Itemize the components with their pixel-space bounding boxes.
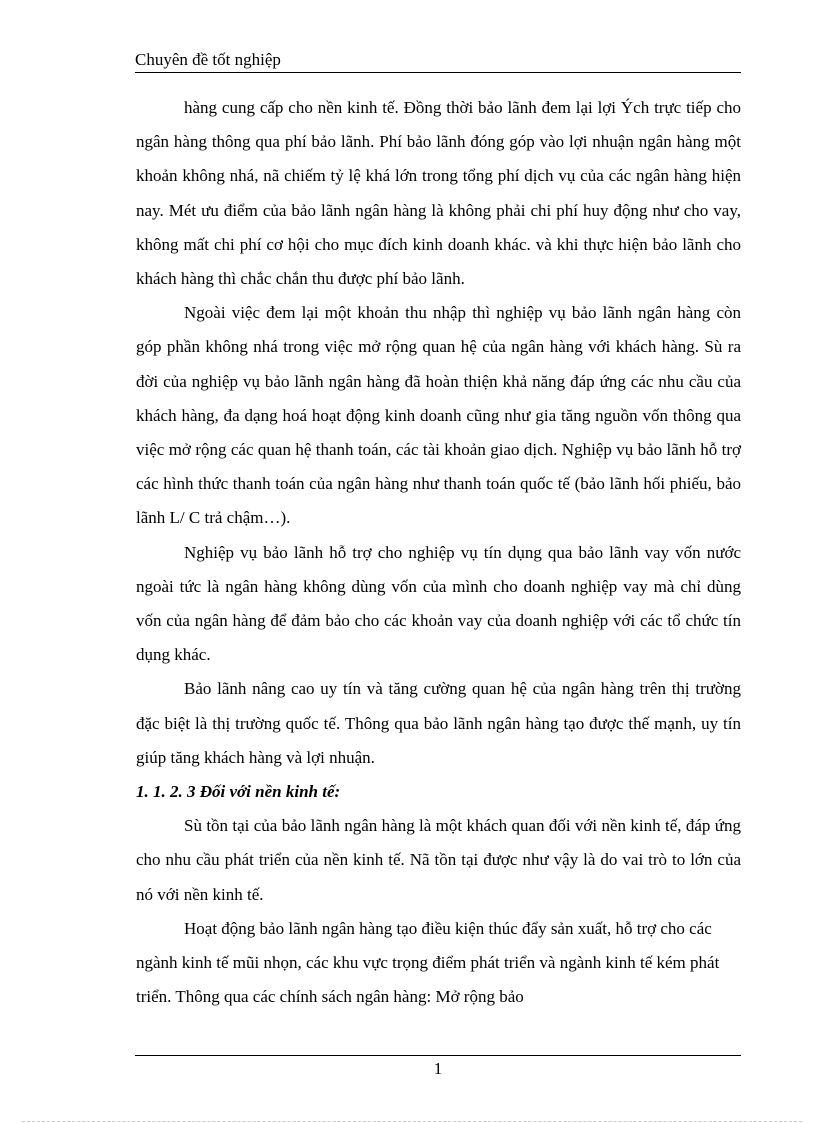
section-paragraph: Hoạt động bảo lãnh ngân hàng tạo điều kiện thúc đẩy sản xuất, hỗ trợ cho các ngành kinh tế mũi nhọn, các khu vực trọng điểm phát triển và ngành kinh tế kém phát triển. Thông qua các chính sách ngân hàng: Mở rộng bảo xyxy=(136,918,720,1007)
page-number: 1 xyxy=(433,1059,443,1078)
body-paragraph: hàng cung cấp cho nền kinh tế. Đồng thời bảo lãnh đem lại lợi Ých trực tiếp cho ngân hàng thông qua phí bảo lãnh. Phí bảo lãnh đóng góp vào lợi nhuận ngân hàng một khoản không nhá, nã chiếm tỷ lệ khá lớn trong tổng phí dịch vụ của các ngân hàng hiện nay. Mét ưu điểm của bảo lãnh ngân hàng là không phải chi phí huy động như cho vay, không mất chi phí cơ hội cho mục đích kinh doanh khác. và khi thực hiện bảo lãnh cho khách hàng thì chắc chắn thu được phí bảo lãnh. xyxy=(136,98,741,289)
document-header-title: Chuyên đề tốt nghiệp xyxy=(135,50,281,69)
body-paragraph: Nghiệp vụ bảo lãnh hỗ trợ cho nghiệp vụ tín dụng qua bảo lãnh vay vốn nước ngoài tức là ngân hàng không dùng vốn của mình cho doanh nghiệp vay mà chỉ dùng vốn của ngân hàng để đảm bảo cho các khoản vay của doanh nghiệp với các tổ chức tín dụng khác. xyxy=(136,542,741,665)
body-paragraph: Bảo lãnh nâng cao uy tín và tăng cường quan hệ của ngân hàng trên thị trường đặc biệt là thị trường quốc tế. Thông qua bảo lãnh ngân hàng tạo được thế mạnh, uy tín giúp tăng khách hàng và lợi nhuận. xyxy=(136,679,741,767)
page-header xyxy=(135,50,741,73)
document-body xyxy=(136,91,741,1014)
page-edge-divider xyxy=(22,1121,802,1122)
section-paragraph: Sù tồn tại của bảo lãnh ngân hàng là một khách quan đối với nền kinh tế, đáp ứng cho nhu cầu phát triển của nền kinh tế. Nã tồn tại được như vậy là do vai trò to lớn của nó với nền kinh tế. xyxy=(136,816,741,904)
page-footer xyxy=(135,1055,741,1078)
body-paragraph: Ngoài việc đem lại một khoản thu nhập thì nghiệp vụ bảo lãnh ngân hàng còn góp phần không nhá trong việc mở rộng quan hệ của ngân hàng với khách hàng. Sù ra đời của nghiệp vụ bảo lãnh ngân hàng đã hoàn thiện khả năng đáp ứng các nhu cầu của khách hàng, đa dạng hoá hoạt động kinh doanh cũng như gia tăng nguồn vốn thông qua việc mở rộng các quan hệ thanh toán, các tài khoản giao dịch. Nghiệp vụ bảo lãnh hỗ trợ các hình thức thanh toán của ngân hàng như thanh toán quốc tế (bảo lãnh hối phiếu, bảo lãnh L/ C trả chậm…). xyxy=(136,303,741,528)
section-heading: 1. 1. 2. 3 Đối với nền kinh tế: xyxy=(136,782,341,802)
